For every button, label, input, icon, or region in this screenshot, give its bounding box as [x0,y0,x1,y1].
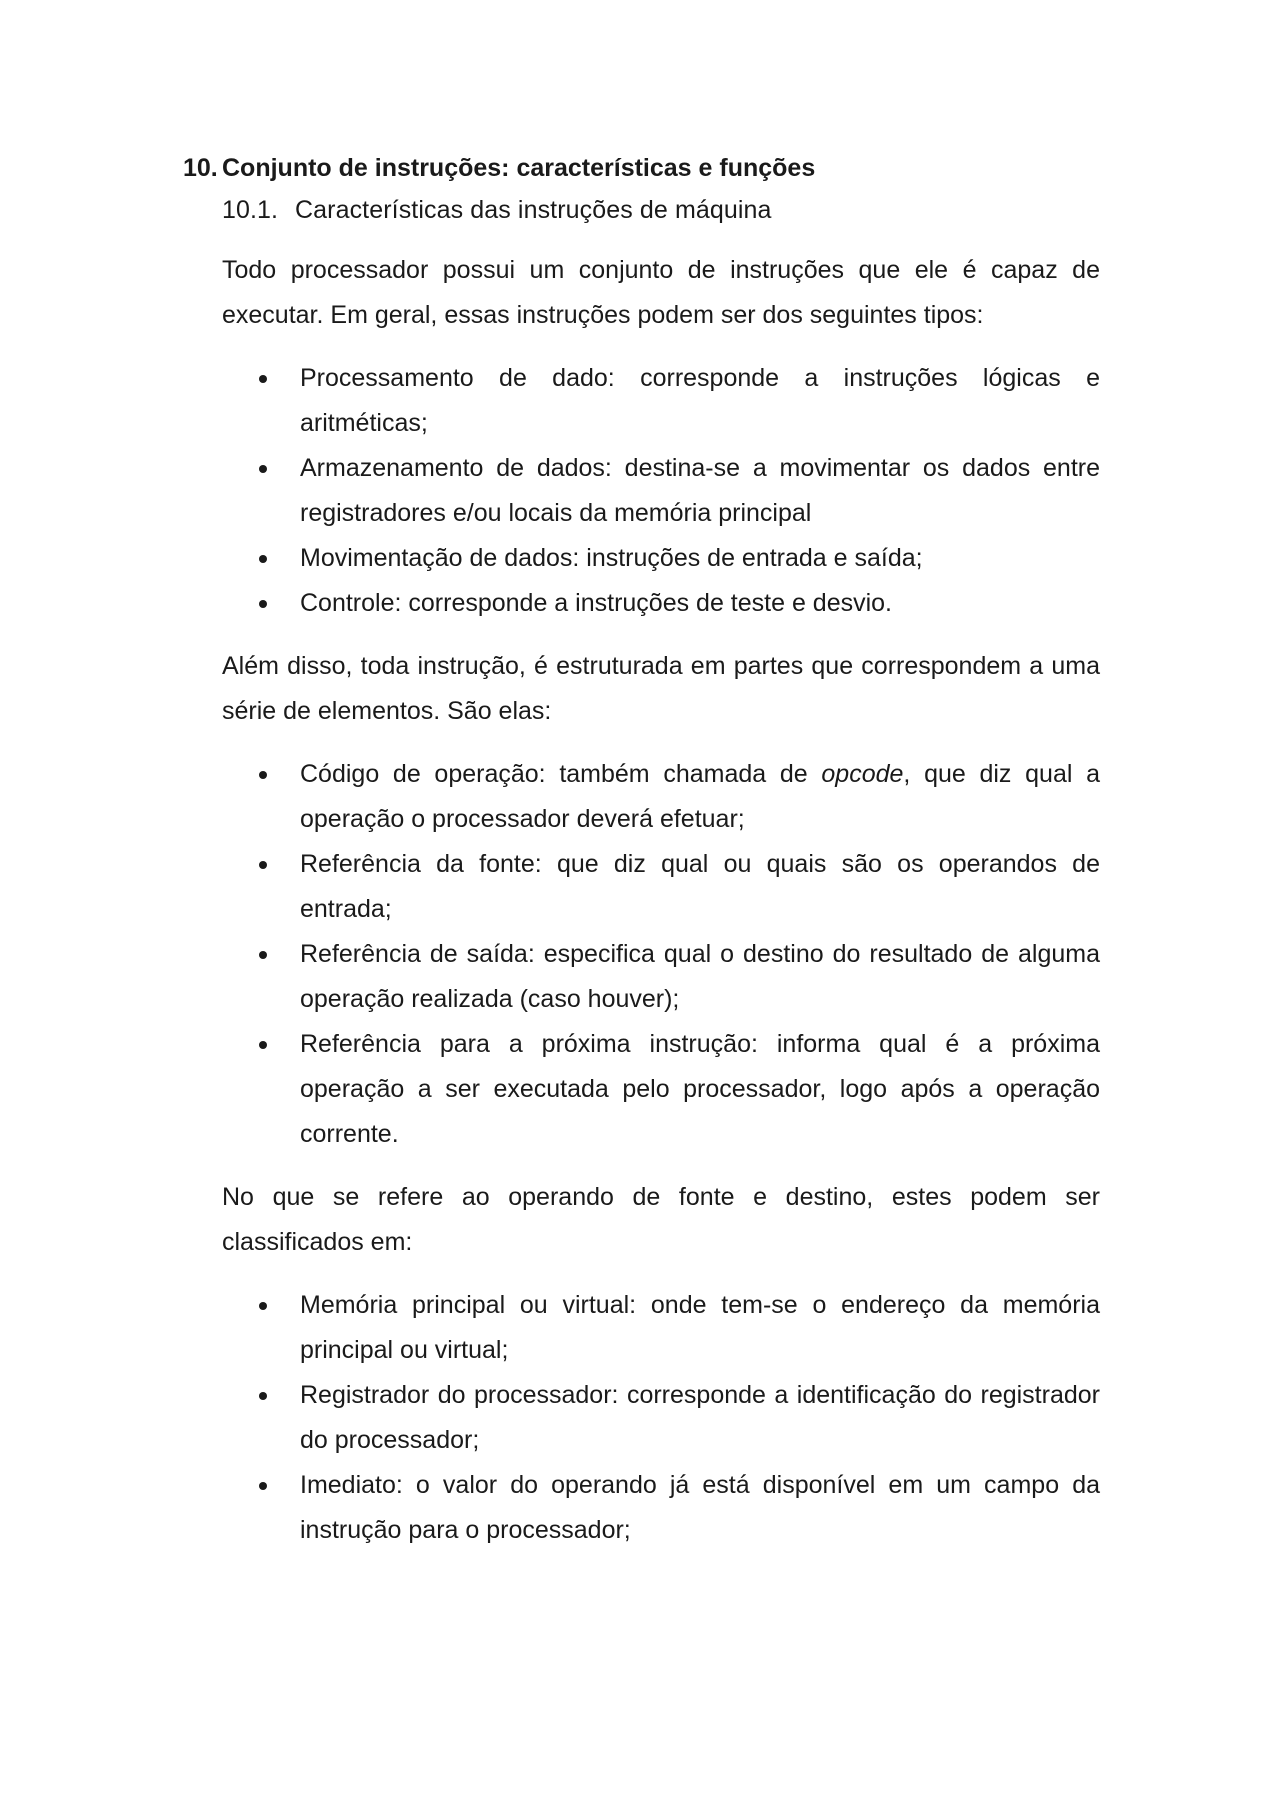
instruction-parts-list [222,752,1100,1157]
bullet-icon [259,1041,267,1049]
list-item [222,752,1100,842]
bullet-icon [259,861,267,869]
list-item-text: Memória principal ou virtual: onde tem-se o endereço da memória principal ou virtual; [300,1291,1100,1364]
list-item-text: Processamento de dado: corresponde a instruções lógicas e aritméticas; [300,364,1100,437]
list-item [222,1373,1100,1463]
list-item [222,536,1100,581]
bullet-icon [259,1482,267,1490]
operands-intro-paragraph: No que se refere ao operando de fonte e destino, estes podem ser classificados em: [222,1183,1100,1256]
list-item-text: Movimentação de dados: instruções de entrada e saída; [300,544,923,572]
bullet-icon [259,375,267,383]
list-item [222,581,1100,626]
bullet-icon [259,1392,267,1400]
list-item-text: Registrador do processador: corresponde a identificação do registrador do processador; [300,1381,1100,1454]
list-item [222,446,1100,536]
opcode-text-before: Código de operação: também chamada de [300,760,822,788]
bullet-icon [259,951,267,959]
opcode-text-after: , que diz qual a operação o processador deverá efetuar; [300,760,1101,833]
list-item [222,1022,1100,1157]
list-item [222,842,1100,932]
subsection-heading [222,190,1100,230]
list-item [222,1283,1100,1373]
intro-paragraph: Todo processador possui um conjunto de instruções que ele é capaz de executar. Em geral, essas instruções podem ser dos seguintes tipos: [222,256,1100,329]
section-heading [183,148,1100,188]
list-item [222,356,1100,446]
page-content [183,148,1101,1553]
section-title: Conjunto de instruções: características e funções [222,154,816,182]
list-item [222,1463,1100,1553]
list-item [222,932,1100,1022]
list-item-text: Imediato: o valor do operando já está disponível em um campo da instrução para o processador; [300,1471,1100,1544]
bullet-icon [259,771,267,779]
section-number: 10. [183,154,218,182]
list-item-text: Referência de saída: especifica qual o destino do resultado de alguma operação realizada (caso houver); [300,940,1100,1013]
subsection-title: Características das instruções de máquina [295,196,772,224]
bullet-icon [259,555,267,563]
opcode-term: opcode [821,760,904,788]
subsection-number: 10.1. [222,196,279,224]
operand-classes-list [222,1283,1100,1553]
list-item-text: Armazenamento de dados: destina-se a movimentar os dados entre registradores e/ou locais da memória principal [300,454,1100,527]
list-item-text: Referência para a próxima instrução: informa qual é a próxima operação a ser executada pelo processador, logo após a operação corrente. [300,1030,1100,1148]
bullet-icon [259,465,267,473]
bullet-icon [259,600,267,608]
instruction-types-list [222,356,1100,626]
bullet-icon [259,1302,267,1310]
list-item-text: Controle: corresponde a instruções de teste e desvio. [300,589,893,617]
list-item-text: Referência da fonte: que diz qual ou quais são os operandos de entrada; [300,850,1100,923]
parts-intro-paragraph: Além disso, toda instrução, é estruturada em partes que correspondem a uma série de elementos. São elas: [222,652,1100,725]
